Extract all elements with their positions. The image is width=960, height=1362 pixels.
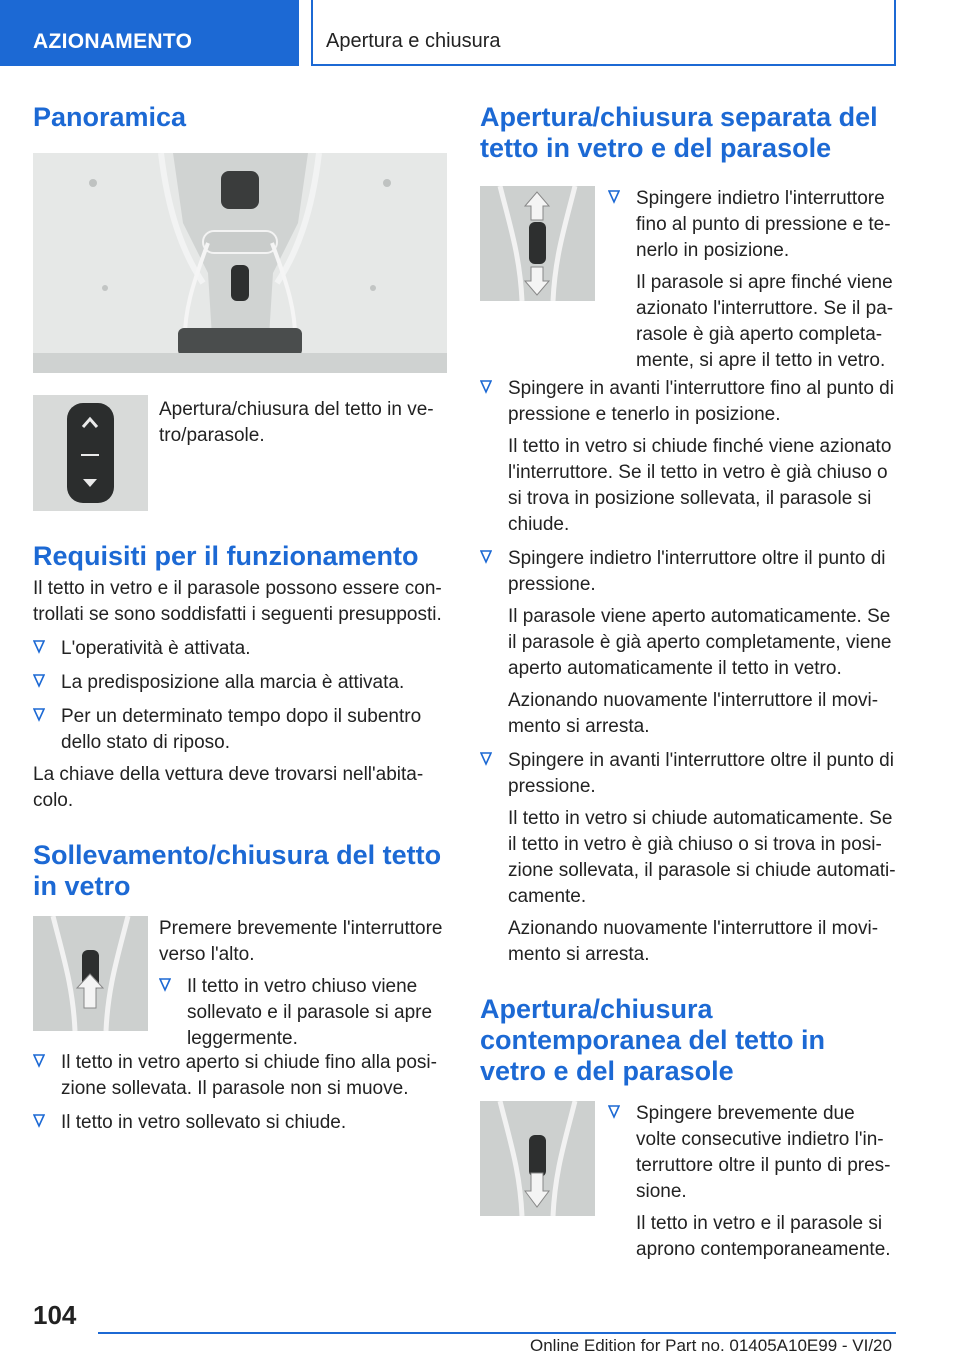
simul-sub-0: Il tetto in vetro e il parasole si aprono contemporaneamente. — [636, 1213, 891, 1260]
requirements-heading: Requisiti per il funzionamento — [33, 541, 419, 571]
list-item: Spingere indietro l'interruttore fino al punto di pressione e te-nerlo in posizione. — [608, 186, 898, 264]
triangle-bullet-icon — [33, 1054, 47, 1070]
triangle-bullet-icon — [480, 550, 494, 566]
footer-divider — [98, 1332, 896, 1334]
left-column — [33, 96, 447, 1136]
list-item: Il tetto in vetro aperto si chiude fino alla posi-zione sollevata. Il parasole non si muove. — [33, 1050, 447, 1102]
requirements-list — [33, 636, 447, 756]
switch-closeup-illustration — [33, 395, 148, 511]
separate-illustration — [480, 186, 595, 301]
list-item: Spingere indietro l'interruttore oltre il punto di pressione. — [480, 546, 896, 598]
lift-list-bottom — [33, 1050, 447, 1136]
overview-heading: Panoramica — [33, 102, 187, 132]
lift-illustration — [33, 916, 148, 1031]
chapter-title: Apertura e chiusura — [311, 0, 896, 66]
list-item: Spingere in avanti l'interruttore fino al punto di pressione e tenerlo in posizione. — [480, 376, 896, 428]
list-item: Il tetto in vetro sollevato si chiude. — [33, 1110, 447, 1136]
page-number: 104 — [33, 1300, 77, 1330]
triangle-bullet-icon — [480, 380, 494, 396]
simul-illustration — [480, 1101, 595, 1216]
simul-heading: Apertura/chiusura contemporanea del tetto in vetro e del parasole — [480, 994, 826, 1086]
triangle-bullet-icon — [33, 1114, 47, 1130]
triangle-bullet-icon — [159, 978, 173, 994]
list-item: Spingere brevemente due volte consecutive indietro l'in-terruttore oltre il punto di pres-sione. — [608, 1101, 898, 1205]
list-item: Spingere in avanti l'interruttore oltre il punto di pressione. — [480, 748, 896, 800]
triangle-bullet-icon — [33, 640, 47, 656]
separate-switch-image — [480, 186, 595, 301]
triangle-bullet-icon — [33, 708, 47, 724]
separate-list-2 — [480, 546, 896, 598]
switch-image — [33, 395, 148, 511]
list-item: L'operatività è attivata. — [33, 636, 447, 662]
page-header — [0, 0, 960, 66]
roof-console-illustration — [33, 153, 447, 373]
triangle-bullet-icon — [480, 752, 494, 768]
overview-caption: Apertura/chiusura del tetto in ve-tro/parasole. — [159, 399, 434, 446]
separate-list-top — [608, 186, 898, 264]
edition-note: Online Edition for Part no. 01405A10E99 - VI/20 — [530, 1336, 892, 1355]
simul-list — [608, 1101, 898, 1205]
requirements-intro: Il tetto in vetro e il parasole possono essere con-trollati se sono soddisfatti i seguenti presupposti. — [33, 578, 442, 625]
separate-list-3 — [480, 748, 896, 800]
list-item: Il tetto in vetro chiuso viene sollevato e il parasole si apre leggermente. — [159, 974, 451, 1052]
overview-image — [33, 153, 447, 373]
right-column — [480, 96, 896, 1260]
triangle-bullet-icon — [608, 1105, 622, 1121]
list-item: La predisposizione alla marcia è attivata. — [33, 670, 447, 696]
separate-sub-2b: Azionando nuovamente l'interruttore il movi-mento si arresta. — [508, 690, 879, 737]
triangle-bullet-icon — [608, 190, 622, 206]
triangle-bullet-icon — [33, 674, 47, 690]
separate-list — [480, 376, 896, 428]
lift-heading: Sollevamento/chiusura del tetto in vetro — [33, 840, 442, 901]
separate-sub-3b: Azionando nuovamente l'interruttore il movi-mento si arresta. — [508, 918, 879, 965]
separate-sub-0: Il parasole si apre finché viene azionato l'interruttore. Se il pa-rasole è già aperto completa-mente, si apre il tetto in vetro. — [636, 272, 894, 371]
separate-sub-1: Il tetto in vetro si chiude finché viene azionato l'interruttore. Se il tetto in vetro è già chiuso o si trova in posizione sollevata, il parasole si chiude. — [508, 436, 892, 535]
lift-intro: Premere brevemente l'interruttore verso l'alto. — [159, 918, 443, 965]
list-item: Per un determinato tempo dopo il subentro dello stato di riposo. — [33, 704, 447, 756]
lift-switch-image — [33, 916, 148, 1031]
separate-sub-3a: Il tetto in vetro si chiude automaticamente. Se il tetto in vetro è già chiuso o si trova in posi-zione sollevata, il parasole si chiude automati-camente. — [508, 808, 896, 907]
section-tab: AZIONAMENTO — [0, 0, 299, 66]
simul-switch-image — [480, 1101, 595, 1216]
lift-list-top — [159, 974, 451, 1052]
separate-sub-2a: Il parasole viene aperto automaticamente. Se il parasole è già aperto completamente, viene aperto automaticamente il tetto in vetro. — [508, 606, 892, 679]
key-note: La chiave della vettura deve trovarsi nell'abita-colo. — [33, 764, 424, 811]
separate-heading: Apertura/chiusura separata del tetto in vetro e del parasole — [480, 102, 878, 163]
